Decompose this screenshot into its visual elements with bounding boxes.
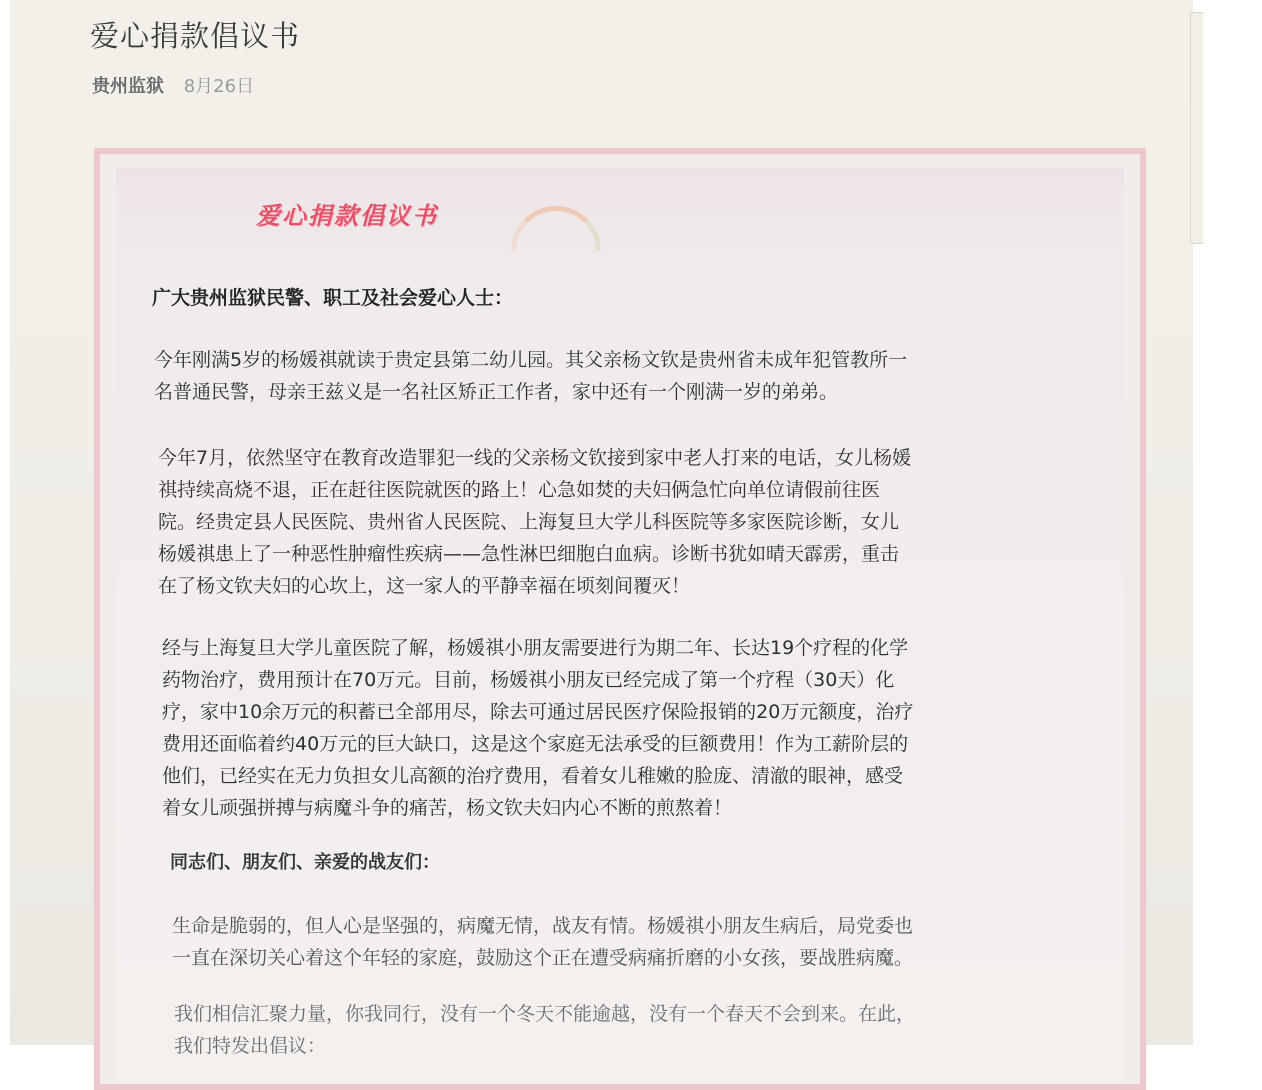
paragraph-line: 杨媛祺患上了一种恶性肿瘤性疾病——急性淋巴细胞白血病。诊断书犹如晴天霹雳，重击 (158, 543, 900, 565)
letter-greeting: 广大贵州监狱民警、职工及社会爱心人士： (152, 287, 514, 309)
publish-date: 8月26日 (183, 76, 255, 97)
article-title: 爱心捐款倡议书 (90, 19, 301, 53)
article-page (10, 0, 1193, 1057)
paragraph-1 (154, 344, 907, 408)
paragraph-line: 今年刚满5岁的杨媛祺就读于贵定县第二幼儿园。其父亲杨文钦是贵州省未成年犯管教所一 (154, 349, 908, 371)
paragraph-line: 我们特发出倡议： (174, 1035, 327, 1057)
paragraph-6 (174, 998, 915, 1062)
rainbow-decoration (511, 206, 601, 251)
paragraph-line: 他们，已经实在无力负担女儿高额的治疗费用，看着女儿稚嫩的脸庞、清澈的眼神，感受 (162, 765, 904, 787)
paragraph-3 (162, 632, 913, 824)
author-link[interactable]: 贵州监狱 (92, 76, 164, 97)
article-meta (92, 72, 254, 98)
paragraph-line: 在了杨文钦夫妇的心坎上，这一家人的平静幸福在顷刻间覆灭！ (158, 575, 691, 597)
paragraph-line: 今年7月，依然坚守在教育改造罪犯一线的父亲杨文钦接到家中老人打来的电话，女儿杨媛 (158, 447, 912, 469)
paragraph-line: 疗，家中10余万元的积蓄已全部用尽，除去可通过居民医疗保险报销的20万元额度，治疗 (162, 701, 914, 723)
paragraph-line: 生命是脆弱的，但人心是坚强的，病魔无情，战友有情。杨媛祺小朋友生病后，局党委也 (172, 915, 914, 937)
paragraph-line: 药物治疗，费用预计在70万元。目前，杨媛祺小朋友已经完成了第一个疗程（30天）化 (162, 669, 895, 691)
paragraph-line: 经与上海复旦大学儿童医院了解，杨媛祺小朋友需要进行为期二年、长达19个疗程的化学 (162, 637, 909, 659)
paragraph-line: 费用还面临着约40万元的巨大缺口，这是这个家庭无法承受的巨额费用！作为工薪阶层的 (162, 733, 909, 755)
paragraph-2 (158, 442, 911, 602)
paragraph-line: 一直在深切关心着这个年轻的家庭，鼓励这个正在遭受病痛折磨的小女孩，要战胜病魔。 (172, 947, 914, 969)
paragraph-4-heading: 同志们、朋友们、亲爱的战友们： (170, 852, 440, 873)
paragraph-line: 名普通民警，母亲王兹义是一名社区矫正工作者，家中还有一个刚满一岁的弟弟。 (154, 381, 839, 403)
letter-banner-title: 爱心捐款倡议书 (256, 202, 438, 230)
paragraph-line: 着女儿顽强拼搏与病魔斗争的痛苦，杨文钦夫妇内心不断的煎熬着！ (162, 797, 733, 819)
paragraph-line: 院。经贵定县人民医院、贵州省人民医院、上海复旦大学儿科医院等多家医院诊断，女儿 (158, 511, 900, 533)
paragraph-5 (172, 910, 913, 974)
paragraph-line: 我们相信汇聚力量，你我同行，没有一个冬天不能逾越，没有一个春天不会到来。在此， (174, 1003, 916, 1025)
paragraph-line: 祺持续高烧不退，正在赶往医院就医的路上！心急如焚的夫妇俩急忙向单位请假前往医 (158, 479, 881, 501)
side-scroll-panel[interactable] (1190, 12, 1203, 244)
